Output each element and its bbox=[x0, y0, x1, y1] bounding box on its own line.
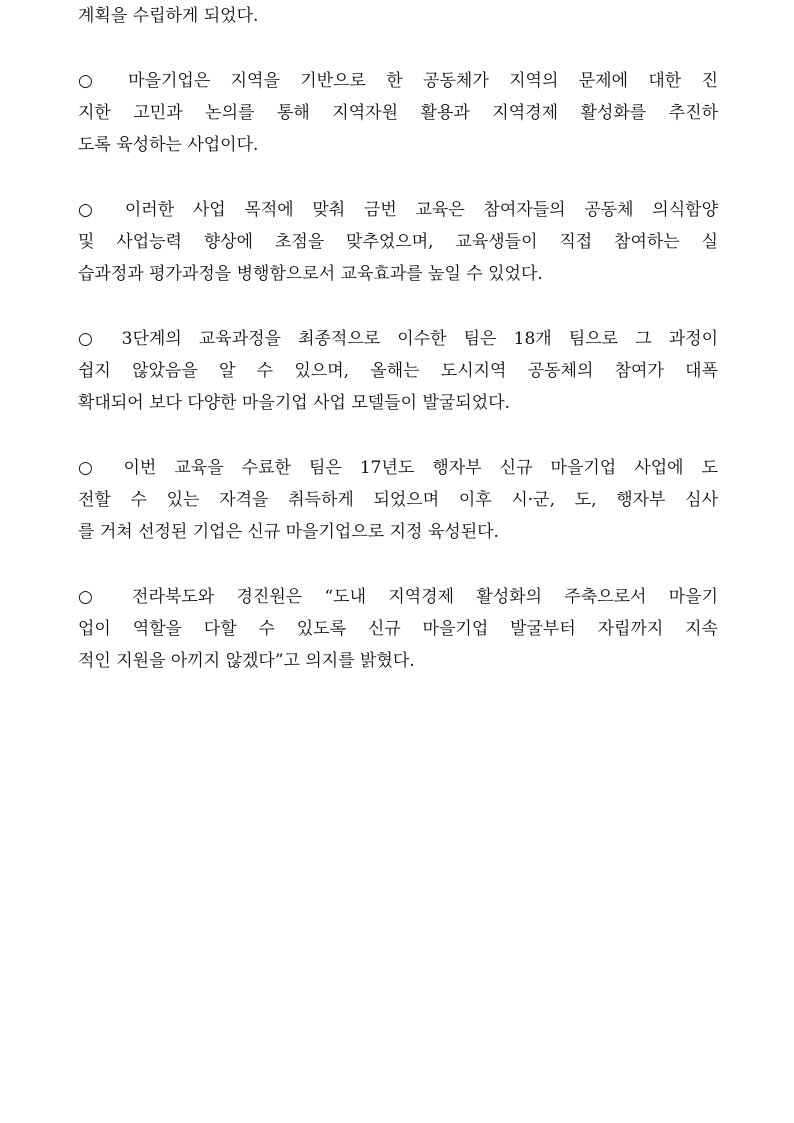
text-line: 적인 지원을 아끼지 않겠다”고 의지를 밝혔다. bbox=[78, 651, 415, 671]
paragraph-intro-tail bbox=[78, 0, 718, 32]
paragraph-qualification bbox=[78, 452, 718, 548]
text-line: 지한 고민과 논의를 통해 지역자원 활용과 지역경제 활성화를 추진하 bbox=[78, 103, 718, 123]
text-line: 를 거쳐 선정된 기업은 신규 마을기업으로 지정 육성된다. bbox=[78, 522, 499, 542]
text-line: ○ 이러한 사업 목적에 맞춰 금번 교육은 참여자들의 공동체 의식함양 bbox=[78, 200, 718, 220]
paragraph-gap bbox=[78, 419, 718, 452]
paragraph-gap bbox=[78, 161, 718, 194]
document-body bbox=[78, 0, 718, 677]
text-line: 습과정과 평가과정을 병행함으로서 교육효과를 높일 수 있었다. bbox=[78, 264, 543, 284]
text-line: 및 사업능력 향상에 초점을 맞추었으며, 교육생들이 직접 참여하는 실 bbox=[78, 232, 718, 252]
text-line: 전할 수 있는 자격을 취득하게 되었으며 이후 시·군, 도, 행자부 심사 bbox=[78, 490, 718, 510]
text-line: ○ 3단계의 교육과정을 최종적으로 이수한 팀은 18개 팀으로 그 과정이 bbox=[78, 329, 718, 349]
text-line: ○ 전라북도와 경진원은 “도내 지역경제 활성화의 주축으로서 마을기 bbox=[78, 587, 718, 607]
paragraph-completion bbox=[78, 323, 718, 419]
paragraph-gap bbox=[78, 548, 718, 581]
text-line: 계획을 수립하게 되었다. bbox=[78, 6, 259, 26]
paragraph-education bbox=[78, 194, 718, 290]
text-line: 확대되어 보다 다양한 마을기업 사업 모델들이 발굴되었다. bbox=[78, 393, 510, 413]
paragraph-gap bbox=[78, 32, 718, 65]
text-line: 도록 육성하는 사업이다. bbox=[78, 135, 259, 155]
paragraph-closing-quote bbox=[78, 581, 718, 677]
text-line: 업이 역할을 다할 수 있도록 신규 마을기업 발굴부터 자립까지 지속 bbox=[78, 619, 718, 639]
text-line: ○ 이번 교육을 수료한 팀은 17년도 행자부 신규 마을기업 사업에 도 bbox=[78, 458, 718, 478]
text-line: 쉽지 않았음을 알 수 있으며, 올해는 도시지역 공동체의 참여가 대폭 bbox=[78, 361, 718, 381]
text-line: ○ 마을기업은 지역을 기반으로 한 공동체가 지역의 문제에 대한 진 bbox=[78, 71, 718, 91]
paragraph-definition bbox=[78, 65, 718, 161]
paragraph-gap bbox=[78, 290, 718, 323]
